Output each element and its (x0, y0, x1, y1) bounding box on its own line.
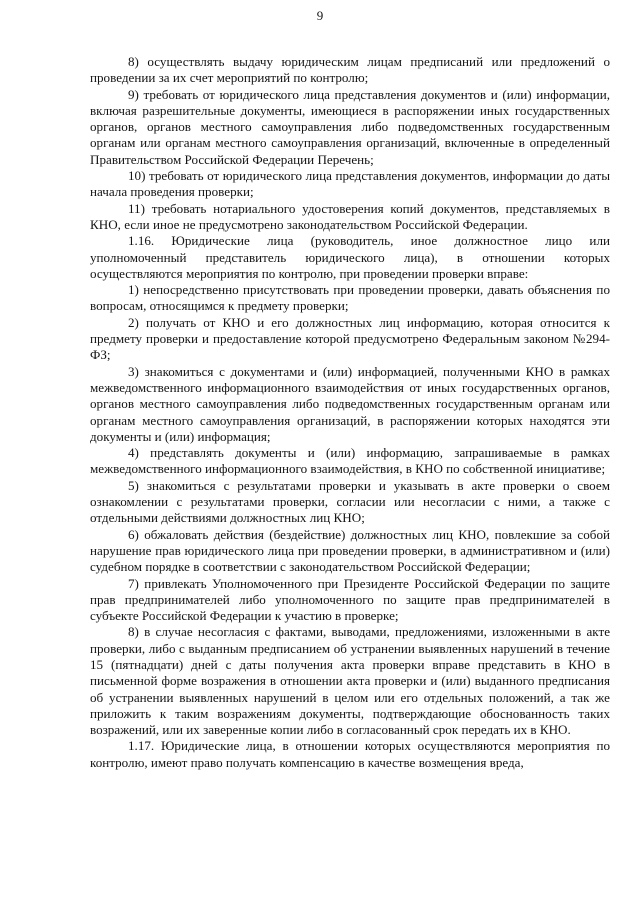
paragraph-right-1-attend: 1) непосредственно присутствовать при проведении проверки, давать объяснения по вопросам, относящимся к предмету проверки; (90, 282, 610, 314)
paragraph-right-8-objections: 8) в случае несогласия с фактами, выводами, предложениями, изложенными в акте проверки, либо с выданным предписанием об устранении выявленных нарушений в течение 15 (пятнадцати) дней с даты получения акта проверки вправе представить в КНО в письменной форме возражения в отношении акта проверки и (или) выданного предписания об устранении выявленных нарушений в целом или его отдельных положений, а так же приложить к таким возражениям документы, подтверждающие обоснованность таких возражений, или их заверенные копии либо в согласованный срок передать их в КНО. (90, 624, 610, 738)
document-body (90, 54, 610, 771)
paragraph-item-11-notarization: 11) требовать нотариального удостоверения копий документов, представляемых в КНО, если иное не предусмотрено законодательством Российской Федерации. (90, 200, 610, 232)
paragraph-item-10-request-before-inspection: 10) требовать от юридического лица представления документов, информации до даты начала проведения проверки; (90, 168, 610, 200)
paragraph-right-6-appeal: 6) обжаловать действия (бездействие) должностных лиц КНО, повлекшие за собой нарушение прав юридического лица при проведении проверки, в административном и (или) судебном порядке в соответствии с законодательством Российской Федерации; (90, 526, 610, 575)
page-number: 9 (316, 8, 324, 23)
paragraph-right-7-ombudsman: 7) привлекать Уполномоченного при Президенте Российской Федерации по защите прав предпринимателей либо уполномоченного по защите прав предпринимателей в субъекте Российской Федерации к участию в проверке; (90, 575, 610, 624)
paragraph-right-3-review-documents: 3) знакомиться с документами и (или) информацией, полученными КНО в рамках межведомственного информационного взаимодействия от иных государственных органов, органов местного самоуправления либо подведомственных государственным органам или органам местного самоуправления организаций, в распоряжении которых находятся эти документы и (или) информация; (90, 363, 610, 444)
paragraph-right-4-submit-documents: 4) представлять документы и (или) информацию, запрашиваемые в рамках межведомственного информационного взаимодействия, в КНО по собственной инициативе; (90, 445, 610, 477)
paragraph-right-5-review-results: 5) знакомиться с результатами проверки и указывать в акте проверки о своем ознакомлении с результатами проверки, согласии или несогласии с ними, а также с отдельными действиями должностных лиц КНО; (90, 477, 610, 526)
paragraph-section-1-16: 1.16. Юридические лица (руководитель, иное должностное лицо или уполномоченный представитель юридического лица), в отношении которых осуществляются мероприятия по контролю, при проведении проверки вправе: (90, 233, 610, 281)
paragraph-item-8-issue-orders: 8) осуществлять выдачу юридическим лицам предписаний или предложений о проведении за их счет мероприятий по контролю; (90, 54, 610, 86)
paragraph-section-1-17: 1.17. Юридические лица, в отношении которых осуществляются мероприятия по контролю, имеют право получать компенсацию в качестве возмещения вреда, (90, 738, 610, 770)
paragraph-item-9-request-documents: 9) требовать от юридического лица представления документов и (или) информации, включая разрешительные документы, имеющиеся в распоряжении иных государственных органов, органов местного самоуправления либо подведомственных государственным органам или органам местного самоуправления организаций, включенные в определенный Правительством Российской Федерации Перечень; (90, 86, 610, 167)
paragraph-right-2-receive-info: 2) получать от КНО и его должностных лиц информацию, которая относится к предмету проверки и предоставление которой предусмотрено Федеральным законом №294-ФЗ; (90, 314, 610, 363)
